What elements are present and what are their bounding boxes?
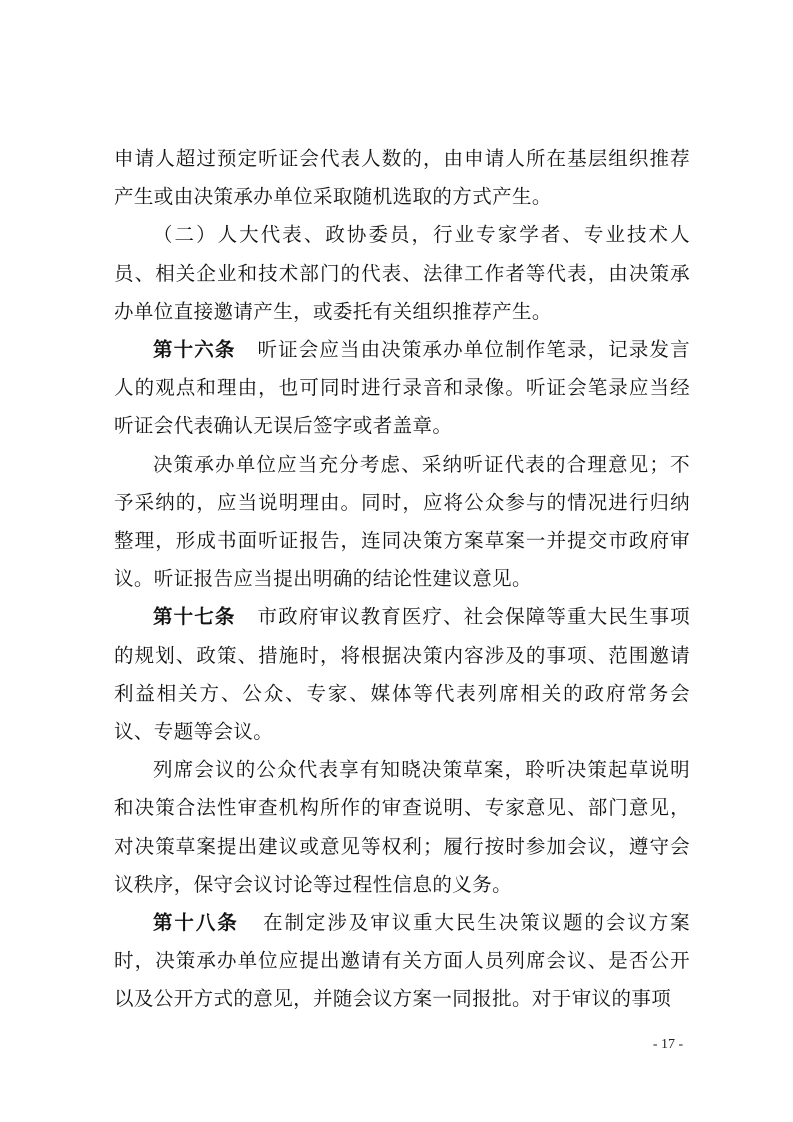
- paragraph-hearing-representatives-continued: [114, 140, 690, 216]
- paragraph-text: 申请人超过预定听证会代表人数的，由申请人所在基层组织推荐产生或由决策承办单位采取随机选取的方式产生。: [114, 147, 690, 209]
- paragraph-text: 在制定涉及审议重大民生决策议题的会议方案时，决策承办单位应提出邀请有关方面人员列席会议、是否公开以及公开方式的意见，并随会议方案一同报批。对于审议的事项: [114, 911, 691, 1011]
- paragraph-text: 市政府审议教育医疗、社会保障等重大民生事项的规划、政策、措施时，将根据决策内容涉及的事项、范围邀请利益相关方、公众、专家、媒体等代表列席相关的政府常务会议、专题等会议。: [114, 605, 690, 744]
- paragraph-invited-representatives: [114, 216, 690, 331]
- document-body: [114, 140, 690, 1019]
- article-number: 第十六条: [153, 338, 236, 362]
- paragraph-hearing-report: [114, 446, 690, 599]
- article-17: [114, 598, 690, 751]
- article-16: [114, 331, 690, 446]
- paragraph-text: 听证会应当由决策承办单位制作笔录，记录发言人的观点和理由，也可同时进行录音和录像。听证会笔录应当经听证会代表确认无误后签字或者盖章。: [114, 338, 690, 438]
- paragraph-attendee-rights: [114, 751, 690, 904]
- article-number: 第十七条: [153, 605, 236, 629]
- paragraph-text: 列席会议的公众代表享有知晓决策草案，聆听决策起草说明和决策合法性审查机构所作的审查说明、专家意见、部门意见，对决策草案提出建议或意见等权利；履行按时参加会议，遵守会议秩序，保守会议讨论等过程性信息的义务。: [114, 758, 690, 896]
- article-18: [114, 904, 690, 1019]
- paragraph-text: （二）人大代表、政协委员，行业专家学者、专业技术人员、相关企业和技术部门的代表、法律工作者等代表，由决策承办单位直接邀请产生，或委托有关组织推荐产生。: [114, 223, 690, 323]
- article-number: 第十八条: [153, 911, 239, 935]
- page-number: - 17 -: [652, 1037, 684, 1052]
- paragraph-text: 决策承办单位应当充分考虑、采纳听证代表的合理意见；不予采纳的，应当说明理由。同时，应将公众参与的情况进行归纳整理，形成书面听证报告，连同决策方案草案一并提交市政府审议。听证报告应当提出明确的结论性建议意见。: [114, 452, 690, 591]
